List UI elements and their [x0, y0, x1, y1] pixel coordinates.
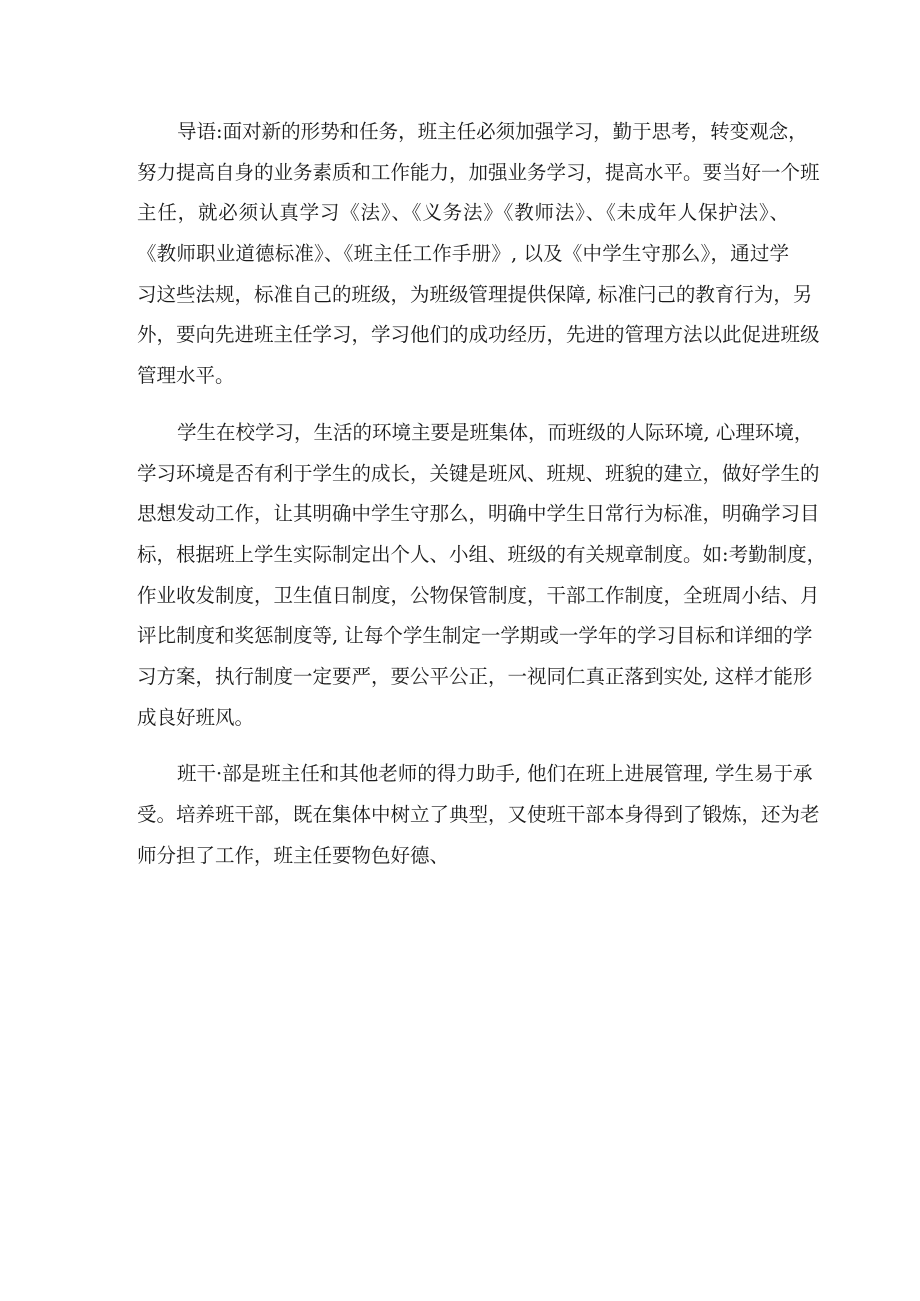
- paragraph-line: 班干·部是班主任和其他老师的得力助手, 他们在班上进展管理, 学生易于承: [177, 762, 813, 786]
- paragraph-class-cadres: [137, 754, 820, 876]
- document-body: [137, 112, 827, 876]
- paragraph-line: 成良好班风。: [137, 705, 255, 729]
- paragraph-line: 习方案，执行制度一定要严，要公平公正，一视同仁真正落到实处, 这样才能形: [137, 664, 813, 688]
- paragraph-line: 主任，就必须认真学习《法》、《义务法》《教师法》、《未成年人保护法》、: [137, 201, 789, 225]
- paragraph-line: 标，根据班上学生实际制定出个人、小组、班级的有关规章制度。如:考勤制度，: [137, 542, 827, 566]
- paragraph-line: 努力提高自身的业务素质和工作能力，加强业务学习，提高水平。要当好一个班: [137, 160, 820, 184]
- paragraph-line: 受。培养班干部，既在集体中树立了典型，又使班干部本身得到了锻炼，还为老: [137, 803, 820, 826]
- paragraph-spacer: [137, 397, 789, 413]
- paragraph-line: 管理水平。: [137, 364, 235, 388]
- paragraph-line: 学生在校学习，生活的环境主要是班集体，而班级的人际环境, 心理环境，: [177, 420, 814, 444]
- paragraph-line: 学习环境是否有利于学生的成长，关键是班风、班规、班貌的建立，做好学生的: [137, 461, 820, 485]
- paragraph-line: 《教师职业道德标准》、《班主任工作手册》, 以及《中学生守那么》，通过学: [137, 242, 789, 266]
- paragraph-line: 评比制度和奖惩制度等, 让每个学生制定一学期或一学年的学习目标和详细的学: [137, 624, 813, 648]
- paragraph-line: 导语:面对新的形势和任务，班主任必须加强学习，勤于思考，转变观念，: [177, 120, 808, 143]
- paragraph-intro: [137, 112, 820, 397]
- paragraph-class-environment: [137, 413, 827, 739]
- paragraph-line: 习这些法规，标准自己的班级，为班级管理提供保障, 标准闩己的教育行为，另: [137, 282, 813, 306]
- paragraph-line: 外，要向先进班主任学习，学习他们的成功经历，先进的管理方法以此促进班级: [137, 323, 820, 347]
- paragraph-line: 师分担了工作，班主任要物色好德、: [137, 843, 450, 867]
- paragraph-line: 作业收发制度，卫生值日制度，公物保管制度，干部工作制度，全班周小结、月: [137, 583, 820, 607]
- paragraph-line: 思想发动工作，让其明确中学生守那么，明确中学生日常行为标准，明确学习目: [137, 502, 820, 526]
- paragraph-spacer: [137, 738, 789, 754]
